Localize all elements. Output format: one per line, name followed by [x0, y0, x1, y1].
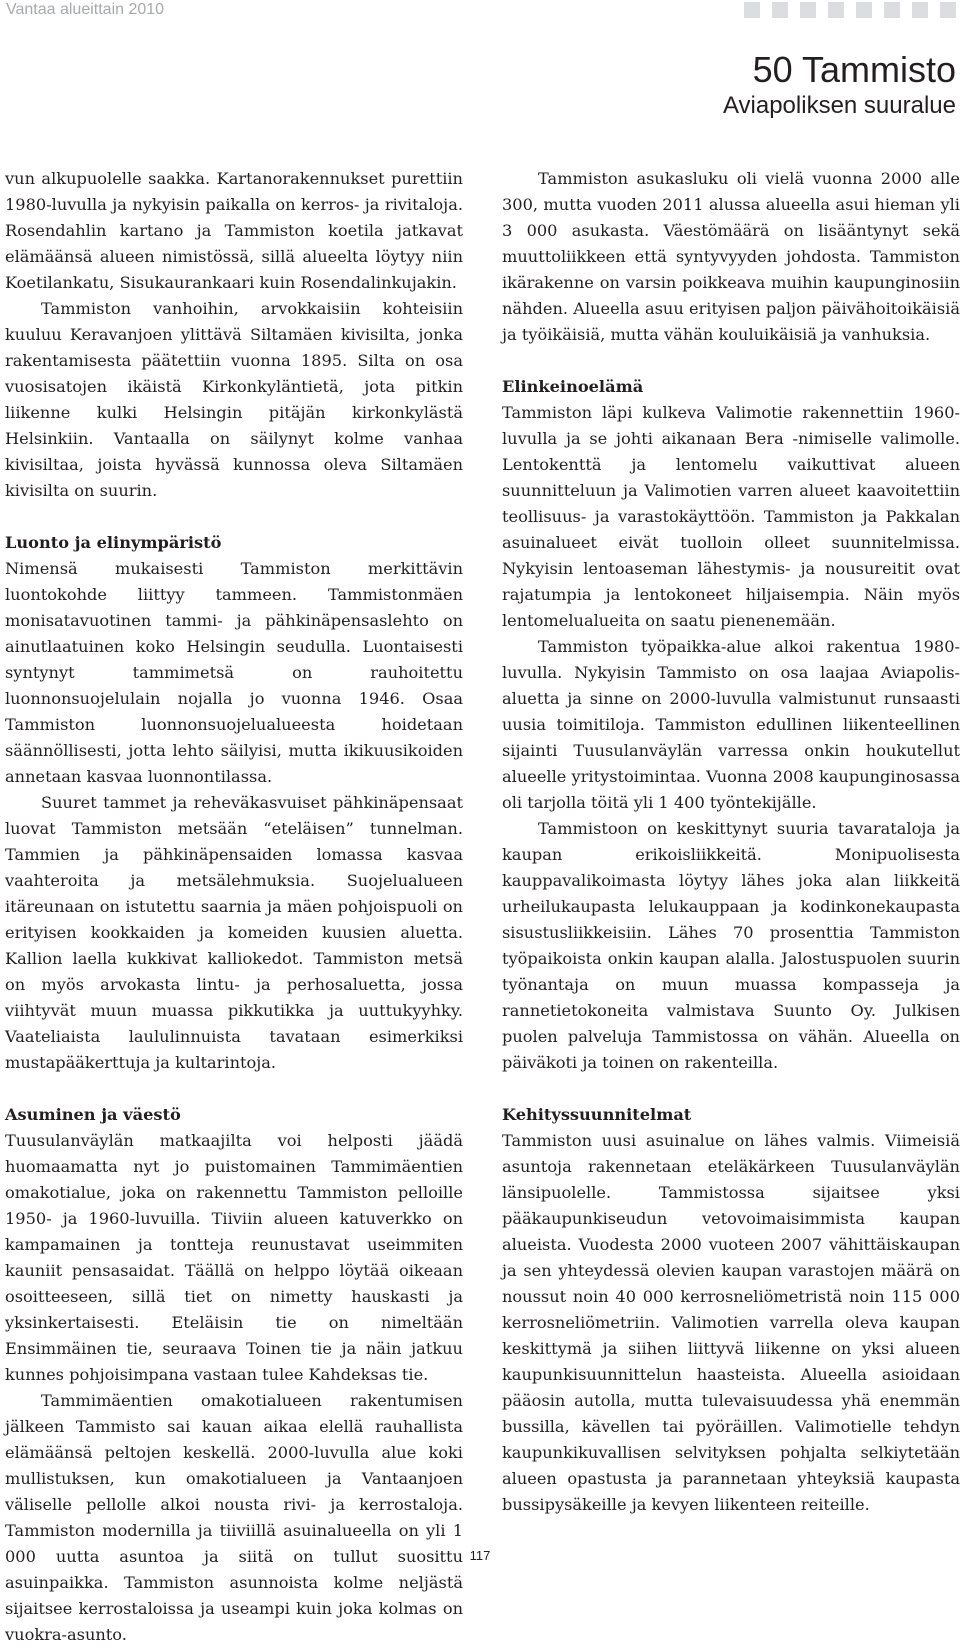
left-column — [5, 166, 463, 1648]
paragraph: Tuusulanväylän matkaajilta voi helposti jäädä huomaamatta nyt jo puistomainen Tammimäentien omakotialue, joka on rakennettu Tammiston pelloille 1950- ja 1960-luvuilla. Tiiviin alueen katuverkko on kampamainen ja tontteja reunustavat useimmiten kauniit pensasaidat. Täällä on helppo löytää oikeaan osoitteeseen, sillä tiet on nimetty hauskasti ja yksinkertaisesti. Eteläisin tie on nimeltään Ensimmäinen tie, seuraava Toinen tie ja näin jatkuu kunnes pohjoisimpana vastaan tulee Kahdeksas tie. — [5, 1131, 463, 1384]
decor-square — [884, 2, 900, 18]
paragraph: vun alkupuolelle saakka. Kartanorakennukset purettiin 1980-luvulla ja nykyisin paikalla on kerros- ja rivitaloja. Rosendahlin kartano ja Tammiston koetila jatkavat elämäänsä alueen nimistössä, sillä alueelta löytyy niin Koetilankatu, Sisukaurankaari kuin Rosendalinkujakin. — [5, 169, 463, 292]
decor-square — [940, 2, 956, 18]
section-heading-asuminen: Asuminen ja väestö — [5, 1105, 181, 1124]
section-heading-luonto: Luonto ja elinympäristö — [5, 533, 222, 552]
decor-square — [800, 2, 816, 18]
paragraph: Tammimäentien omakotialueen rakentumisen jälkeen Tammisto sai kauan aikaa elellä rauhallista elämäänsä peltojen keskellä. 2000-luvulla alue koki mullistuksen, kun omakotialueen ja Vantaanjoen väliselle pellolle alkoi nousta rivi- ja kerrostaloja. Tammiston modernilla ja tiiviillä asuinalueella on yli 1 000 uutta asuntoa ja siitä on tullut suosittu asuinpaikka. Tammiston asunnoista kolme neljästä sijaitsee kerrostaloissa ja useampi kuin joka kolmas on vuokra-asunto. — [5, 1391, 463, 1644]
page-number: 117 — [469, 1548, 491, 1563]
decor-square — [772, 2, 788, 18]
section-heading-kehitys: Kehityssuunnitelmat — [502, 1105, 692, 1124]
page-title: 50 Tammisto — [752, 49, 956, 90]
paragraph: Tammiston läpi kulkeva Valimotie rakennettiin 1960-luvulla ja se johti aikanaan Bera -nimiselle valimolle. Lentokenttä ja lentomelu vaikuttivat alueen suunnitteluun ja Valimotien varren alueet kaavoitettiin teollisuus- ja varastokäyttöön. Tammiston ja Pakkalan asuinalueet eivät tuolloin olleet suunnitelmissa. Nykyisin lentoaseman lähestymis- ja nousureitit ovat rajatumpia ja lentokoneet hiljaisempia. Näin myös lentomelualueita on saatu pienenemään. — [502, 403, 960, 630]
paragraph: Tammiston uusi asuinalue on lähes valmis. Viimeisiä asuntoja rakennetaan eteläkärkeen Tuusulanväylän länsipuolelle. Tammistossa sijaitsee yksi pääkaupunkiseudun vetovoimaisimmista kaupan alueista. Vuodesta 2000 vuoteen 2007 vähittäiskaupan ja sen yhteydessä olevien kaupan varastojen määrä on noussut noin 40 000 kerrosneliömetristä noin 115 000 kerrosneliömetriin. Valimotien varrella oleva kaupan keskittymä ja siihen liittyvä liikenne on yksi alueen kaupunkisuunnittelun haasteista. Alueella asioidaan pääosin autolla, mutta tulevaisuudessa yhä enemmän bussilla, kävellen tai pyöräillen. Valimotielle tehdyn kaupunkikuvallisen selvityksen pohjalta selkiytetään alueen opastusta ja parannetaan yhteyksiä kaupasta bussipysäkeille ja kevyen liikenteen reiteille. — [502, 1131, 960, 1514]
page-subtitle: Aviapoliksen suuralue — [722, 92, 956, 119]
paragraph: Tammiston vanhoihin, arvokkaisiin kohteisiin kuuluu Keravanjoen ylittävä Siltamäen kivisilta, jonka rakentamisesta päätettiin vuonna 1895. Silta on osa vuosisatojen ikäistä Kirkonkyläntietä, jota pitkin liikenne kulki Helsingin pitäjän kirkonkylästä Helsinkiin. Vantaalla on säilynyt kolme vanhaa kivisiltaa, joista hyvässä kunnossa oleva Siltamäen kivisilta on suurin. — [5, 299, 463, 500]
decorative-squares — [744, 2, 956, 18]
decor-square — [856, 2, 872, 18]
decor-square — [912, 2, 928, 18]
decor-square — [744, 2, 760, 18]
right-column — [502, 166, 960, 1518]
decor-square — [828, 2, 844, 18]
paragraph: Suuret tammet ja reheväkasvuiset pähkinäpensaat luovat Tammiston metsään “eteläisen” tunnelman. Tammien ja pähkinäpensaiden lomassa kasvaa vaahteroita ja metsälehmuksia. Suojelualueen itäreunaan on istutettu saarnia ja mäen pohjoispuoli on erityisen kookkaiden ja komeiden kuusien aluetta. Kallion laella kukkivat kalliokedot. Tammiston metsä on myös arvokasta lintu- ja perhosaluetta, jossa viihtyvät muun muassa pikkutikka ja uuttukyyhky. Vaateliaista laululinnuista tavataan esimerkiksi mustapääkerttuja ja kultarintoja. — [5, 793, 463, 1072]
paragraph: Tammiston asukasluku oli vielä vuonna 2000 alle 300, mutta vuoden 2011 alussa alueella asui hieman yli 3 000 asukasta. Väestömäärä on lisääntynyt sekä muuttoliikkeen että syntyvyyden johdosta. Tammiston ikärakenne on varsin poikkeava muihin kaupunginosiin nähden. Alueella asuu erityisen paljon päivähoitoikäisiä ja työikäisiä, mutta vähän kouluikäisiä ja vanhuksia. — [502, 169, 960, 344]
paragraph: Tammiston työpaikka-alue alkoi rakentua 1980-luvulla. Nykyisin Tammisto on osa laajaa Aviapolis-aluetta ja sinne on 2000-luvulla valmistunut runsaasti uusia toimitiloja. Tammiston edullinen liikenteellinen sijainti Tuusulanväylän varressa onkin houkutellut alueelle yritystoimintaa. Vuonna 2008 kaupunginosassa oli tarjolla töitä yli 1 400 työntekijälle. — [502, 637, 960, 812]
paragraph: Nimensä mukaisesti Tammiston merkittävin luontokohde liittyy tammeen. Tammistonmäen monisatavuotinen tammi- ja pähkinäpensaslehto on ainutlaatuinen koko Helsingin seudulla. Luontaisesti syntynyt tammimetsä on rauhoitettu luonnonsuojelulain nojalla jo vuonna 1946. Osaa Tammiston luonnonsuojelualueesta hoidetaan säännöllisesti, jotta lehto säilyisi, mutta ikikuusikoiden annetaan kasvaa luonnontilassa. — [5, 559, 463, 786]
running-head: Vantaa alueittain 2010 — [6, 1, 165, 18]
paragraph: Tammistoon on keskittynyt suuria tavarataloja ja kaupan erikoisliikkeitä. Monipuolisesta kauppavalikoimasta löytyy lähes joka alan liikkeitä urheilukaupasta lelukauppaan ja kodinkonekaupasta sisustusliikkeisiin. Lähes 70 prosenttia Tammiston työpaikoista onkin kaupan alalla. Jalostuspuolen suurin työnantaja on muun muassa kompasseja ja rannetietokoneita valmistava Suunto Oy. Julkisen puolen palveluja Tammistossa on vähän. Alueella on päiväkoti ja toinen on rakenteilla. — [502, 819, 960, 1072]
section-heading-elinkeino: Elinkeinoelämä — [502, 377, 644, 396]
